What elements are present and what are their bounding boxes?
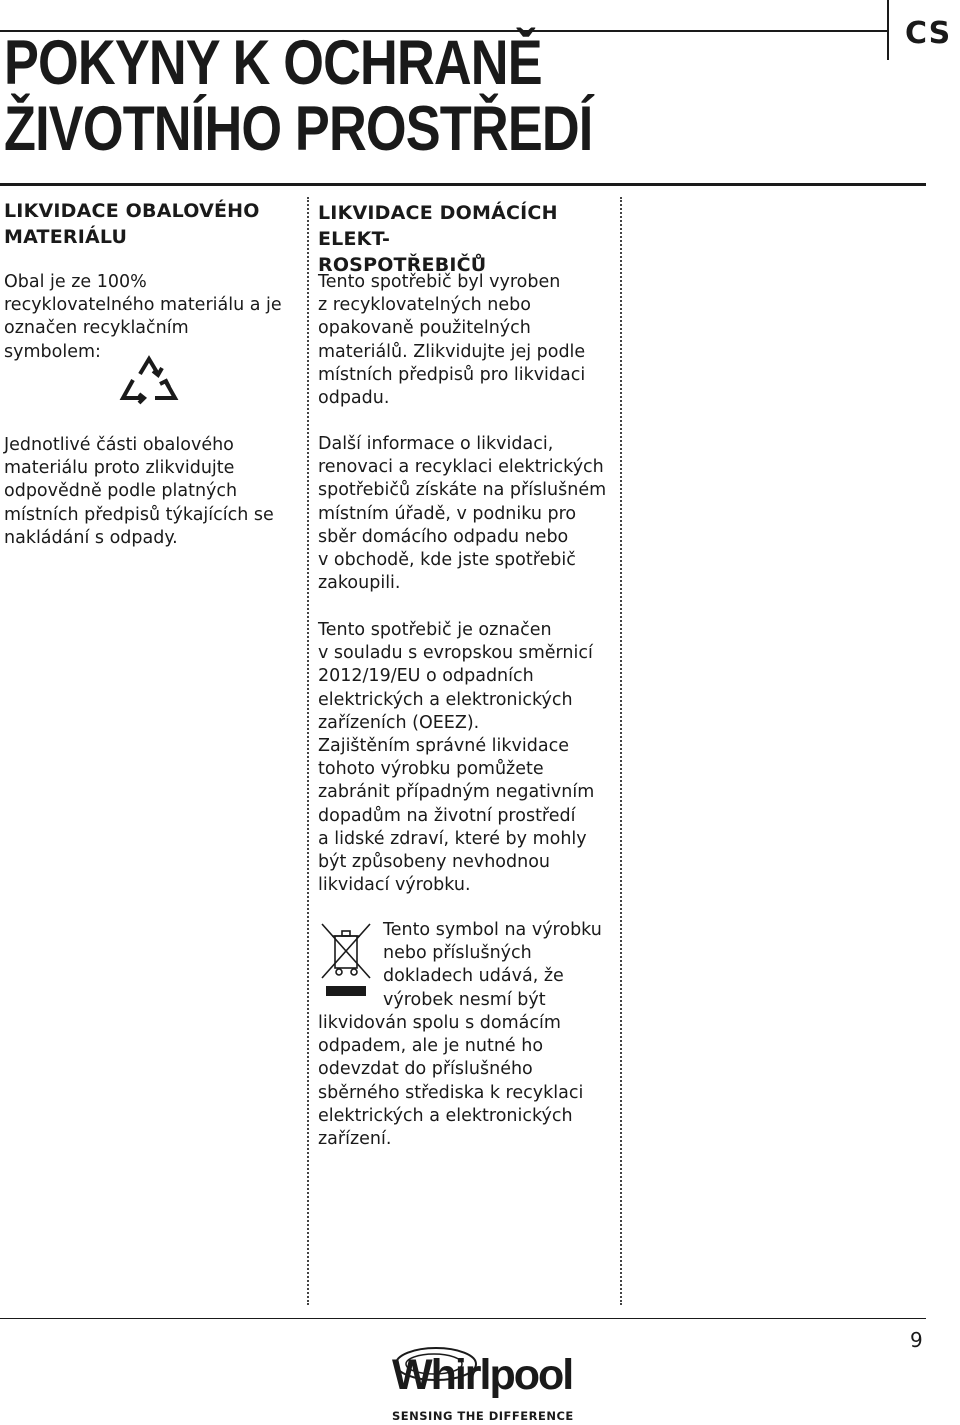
appliances-paragraph-3: Tento spotřebič je označen v souladu s evropskou směrnicí 2012/19/EU o odpadních elektrických a elektronických zařízeních (OEEZ). Zajištěním správné likvidace tohoto výrobku pomůžete zabránit případným negativním dopadům na životní prostředí a lidské zdraví, které by mohly být způsobeny nevhodnou likvidací výrobku. — [318, 620, 595, 896]
brand-tagline: SENSING THE DIFFERENCE — [392, 1409, 574, 1423]
language-divider — [887, 0, 889, 60]
packaging-intro: Obal je ze 100% recyklovatelného materiálu a je označen recyklačním symbolem: — [4, 272, 282, 362]
title-rule — [0, 183, 926, 186]
language-code: CS — [905, 16, 952, 51]
weee-paragraph-side: Tento symbol na výrobku nebo příslušných dokladech udává, že výrobek nesmí být — [383, 920, 602, 1010]
crossed-out-wheelie-bin-icon — [318, 920, 374, 998]
column-divider-right — [620, 197, 622, 1305]
column-divider-left — [307, 197, 309, 1305]
page-number: 9 — [910, 1328, 923, 1352]
footer-rule — [0, 1318, 926, 1319]
recycling-symbol-icon — [118, 354, 180, 412]
packaging-text: Jednotlivé části obalového materiálu proto zlikvidujte odpovědně podle platných místních předpisů týkajících se nakládání s odpady. — [4, 435, 274, 548]
appliances-paragraph-2: Další informace o likvidaci, renovaci a recyklaci elektrických spotřebičů získáte na příslušném místním úřadě, v podniku pro sběr domácího odpadu nebo v obchodě, kde jste spotřebič zakoupili. — [318, 434, 607, 594]
packaging-heading: LIKVIDACE OBALOVÉHO MATERIÁLU — [4, 200, 260, 248]
appliances-paragraph-1: Tento spotřebič byl vyroben z recyklovatelných nebo opakovaně použitelných materiálů. Zlikvidujte jej podle místních předpisů pro likvidaci odpadu. — [318, 272, 586, 409]
appliances-heading: LIKVIDACE DOMÁCÍCH ELEKT- ROSPOTŘEBIČŮ — [318, 202, 558, 276]
page-title: POKYNY K OCHRANĚ ŽIVOTNÍHO PROSTŘEDÍ — [4, 28, 593, 164]
weee-paragraph-rest: likvidován spolu s domácím odpadem, ale je nutné ho odevzdat do příslušného sběrného střediska k recyklaci elektrických a elektronických zařízení. — [318, 1013, 584, 1150]
brand-logo: Whirlpool — [392, 1351, 573, 1399]
